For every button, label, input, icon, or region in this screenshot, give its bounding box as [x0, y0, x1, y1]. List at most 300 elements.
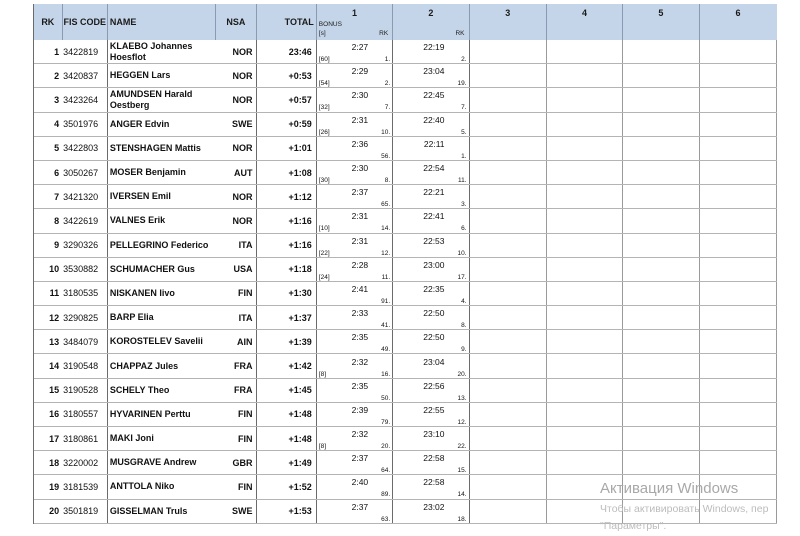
heat-2-rank: 14. — [457, 491, 467, 499]
heat-1-rank: 12. — [381, 249, 391, 257]
heat-6-cell — [699, 354, 776, 378]
header-nsa: NSA — [216, 4, 256, 40]
heat-2-cell — [393, 160, 469, 184]
heat-3-cell — [469, 257, 546, 281]
heat-2-time: 23:10 — [423, 429, 445, 440]
heat-1-cell — [316, 112, 392, 136]
heat-2-cell — [393, 306, 469, 330]
heat-3-cell — [469, 330, 546, 354]
bonus-value: [22] — [318, 249, 330, 257]
rank-cell: 12 — [34, 306, 62, 330]
heat-2-cell — [393, 330, 469, 354]
table-row — [34, 160, 777, 184]
heat-1-cell — [316, 88, 392, 112]
nsa-cell: NOR — [216, 209, 256, 233]
header-heat-1: 1 — [316, 4, 392, 21]
fis-code-cell: 3501976 — [62, 112, 107, 136]
bonus-value: [8] — [318, 370, 327, 378]
heat-2-rank: 17. — [457, 273, 467, 281]
heat-2-cell — [393, 499, 469, 523]
heat-5-cell — [623, 378, 699, 402]
heat-1-rank: 7. — [384, 104, 391, 112]
rank-cell: 13 — [34, 330, 62, 354]
heat-2-rank: 13. — [457, 394, 467, 402]
fis-code-cell: 3421320 — [62, 185, 107, 209]
fis-code-cell: 3422619 — [62, 209, 107, 233]
heat-3-cell — [469, 40, 546, 64]
heat-2-cell — [393, 281, 469, 305]
nsa-cell: NOR — [216, 88, 256, 112]
rank-cell: 7 — [34, 185, 62, 209]
heat-4-cell — [546, 64, 622, 88]
heat-3-cell — [469, 112, 546, 136]
heat-1-time: 2:31 — [351, 114, 369, 125]
total-time-cell: +1:37 — [256, 306, 316, 330]
heat-1-time: 2:31 — [351, 211, 369, 222]
fis-code-cell: 3422819 — [62, 40, 107, 64]
heat-5-cell — [623, 136, 699, 160]
nsa-cell: NOR — [216, 185, 256, 209]
heat-2-cell — [393, 209, 469, 233]
table-row — [34, 427, 777, 451]
header-rk: RK — [34, 4, 62, 40]
heat-2-time: 22:58 — [423, 453, 445, 464]
nsa-cell: GBR — [216, 451, 256, 475]
heat-5-cell — [623, 64, 699, 88]
header-name: NAME — [107, 4, 216, 40]
bonus-value: [30] — [318, 177, 330, 185]
header-heat-6-sub — [699, 21, 776, 40]
table-row — [34, 451, 777, 475]
athlete-name-cell: PELLEGRINO Federico — [107, 233, 216, 257]
heat-2-rank: 19. — [457, 80, 467, 88]
athlete-name-cell: VALNES Erik — [107, 209, 216, 233]
heat-3-cell — [469, 427, 546, 451]
fis-code-cell: 3050267 — [62, 160, 107, 184]
heat-3-cell — [469, 499, 546, 523]
header-rank-label-1: RK — [379, 30, 389, 37]
header-rank-label-2: RK — [455, 30, 465, 37]
heat-2-time: 23:02 — [423, 501, 445, 512]
total-time-cell: +1:39 — [256, 330, 316, 354]
heat-6-cell — [699, 88, 776, 112]
fis-code-cell: 3420837 — [62, 64, 107, 88]
fis-code-cell: 3180557 — [62, 402, 107, 426]
athlete-name-cell: AMUNDSEN Harald Oestberg — [107, 88, 216, 112]
heat-2-cell — [393, 64, 469, 88]
table-row — [34, 306, 777, 330]
heat-1-time: 2:30 — [351, 163, 369, 174]
nsa-cell: FIN — [216, 402, 256, 426]
athlete-name-cell: HYVARINEN Perttu — [107, 402, 216, 426]
heat-6-cell — [699, 209, 776, 233]
header-heat-2: 2 — [393, 4, 469, 21]
athlete-name-cell: CHAPPAZ Jules — [107, 354, 216, 378]
rank-cell: 4 — [34, 112, 62, 136]
table-row — [34, 402, 777, 426]
nsa-cell: AUT — [216, 160, 256, 184]
heat-1-rank: 14. — [381, 225, 391, 233]
heat-2-rank: 22. — [457, 443, 467, 451]
heat-5-cell — [623, 88, 699, 112]
heat-4-cell — [546, 112, 622, 136]
heat-4-cell — [546, 451, 622, 475]
heat-3-cell — [469, 136, 546, 160]
heat-4-cell — [546, 378, 622, 402]
heat-1-cell — [316, 209, 392, 233]
athlete-name-cell: HEGGEN Lars — [107, 64, 216, 88]
heat-1-rank: 1. — [384, 56, 391, 64]
table-row — [34, 40, 777, 64]
heat-3-cell — [469, 451, 546, 475]
header-heat-5-sub — [623, 21, 699, 40]
heat-4-cell — [546, 209, 622, 233]
heat-5-cell — [623, 427, 699, 451]
heat-6-cell — [699, 281, 776, 305]
heat-1-rank: 20. — [381, 443, 391, 451]
athlete-name-cell: KOROSTELEV Savelii — [107, 330, 216, 354]
heat-1-time: 2:40 — [351, 477, 369, 488]
heat-4-cell — [546, 40, 622, 64]
header-heat-6: 6 — [699, 4, 776, 21]
heat-1-cell — [316, 330, 392, 354]
heat-1-cell — [316, 475, 392, 499]
windows-activation-line: Чтобы активировать Windows, пер — [600, 503, 769, 515]
rank-cell: 18 — [34, 451, 62, 475]
table-row — [34, 354, 777, 378]
nsa-cell: NOR — [216, 136, 256, 160]
heat-5-cell — [623, 354, 699, 378]
athlete-name-cell: KLAEBO Johannes Hoesflot — [107, 40, 216, 64]
heat-2-cell — [393, 354, 469, 378]
heat-4-cell — [546, 257, 622, 281]
athlete-name-cell: SCHUMACHER Gus — [107, 257, 216, 281]
heat-2-rank: 9. — [461, 346, 467, 354]
heat-2-rank: 18. — [457, 515, 467, 523]
heat-1-rank: 2. — [384, 80, 391, 88]
heat-3-cell — [469, 233, 546, 257]
heat-1-time: 2:37 — [351, 187, 369, 198]
heat-5-cell — [623, 306, 699, 330]
header-heat-3-sub — [469, 21, 546, 40]
heat-1-cell — [316, 499, 392, 523]
heat-1-time: 2:36 — [351, 138, 369, 149]
rank-cell: 1 — [34, 40, 62, 64]
heat-2-cell — [393, 40, 469, 64]
heat-2-cell — [393, 185, 469, 209]
athlete-name-cell: MAKI Joni — [107, 427, 216, 451]
fis-code-cell: 3501819 — [62, 499, 107, 523]
header-bonus-label: BONUS — [318, 21, 342, 28]
heat-3-cell — [469, 281, 546, 305]
heat-1-cell — [316, 402, 392, 426]
fis-code-cell: 3290326 — [62, 233, 107, 257]
heat-1-cell — [316, 427, 392, 451]
fis-code-cell: 3180861 — [62, 427, 107, 451]
bonus-value: [8] — [318, 443, 327, 451]
heat-5-cell — [623, 209, 699, 233]
table-row — [34, 112, 777, 136]
table-row — [34, 257, 777, 281]
header-fis-code: FIS CODE — [62, 4, 107, 40]
fis-code-cell: 3423264 — [62, 88, 107, 112]
heat-2-time: 22:50 — [423, 308, 445, 319]
heat-1-time: 2:32 — [351, 429, 369, 440]
heat-2-rank: 5. — [461, 128, 467, 136]
heat-1-cell — [316, 451, 392, 475]
heat-2-time: 22:55 — [423, 404, 445, 415]
heat-1-rank: 91. — [381, 297, 391, 305]
heat-1-cell — [316, 306, 392, 330]
heat-6-cell — [699, 112, 776, 136]
heat-2-time: 22:19 — [423, 42, 445, 53]
athlete-name-cell: ANGER Edvin — [107, 112, 216, 136]
heat-4-cell — [546, 281, 622, 305]
heat-2-cell — [393, 233, 469, 257]
fis-code-cell: 3422803 — [62, 136, 107, 160]
heat-2-rank: 6. — [461, 225, 467, 233]
rank-cell: 10 — [34, 257, 62, 281]
fis-code-cell: 3484079 — [62, 330, 107, 354]
heat-6-cell — [699, 64, 776, 88]
heat-1-rank: 65. — [381, 201, 391, 209]
heat-2-time: 23:04 — [423, 356, 445, 367]
rank-cell: 17 — [34, 427, 62, 451]
total-time-cell: +1:16 — [256, 233, 316, 257]
athlete-name-cell: GISSELMAN Truls — [107, 499, 216, 523]
header-total: TOTAL — [256, 4, 316, 40]
heat-4-cell — [546, 354, 622, 378]
rank-cell: 19 — [34, 475, 62, 499]
results-table — [34, 4, 777, 524]
heat-4-cell — [546, 88, 622, 112]
heat-6-cell — [699, 378, 776, 402]
heat-4-cell — [546, 233, 622, 257]
heat-6-cell — [699, 451, 776, 475]
heat-3-cell — [469, 475, 546, 499]
table-row — [34, 136, 777, 160]
nsa-cell: ITA — [216, 233, 256, 257]
rank-cell: 14 — [34, 354, 62, 378]
heat-1-rank: 63. — [381, 515, 391, 523]
total-time-cell: +0:57 — [256, 88, 316, 112]
rank-cell: 9 — [34, 233, 62, 257]
table-row — [34, 378, 777, 402]
heat-5-cell — [623, 185, 699, 209]
heat-2-rank: 8. — [461, 322, 467, 330]
heat-1-rank: 56. — [381, 152, 391, 160]
results-sheet — [33, 4, 777, 524]
nsa-cell: SWE — [216, 499, 256, 523]
heat-1-time: 2:32 — [351, 356, 369, 367]
heat-2-cell — [393, 402, 469, 426]
table-row — [34, 209, 777, 233]
heat-4-cell — [546, 330, 622, 354]
table-row — [34, 281, 777, 305]
nsa-cell: AIN — [216, 330, 256, 354]
total-time-cell: +1:16 — [256, 209, 316, 233]
heat-2-time: 22:41 — [423, 211, 445, 222]
header-heat-2-sub — [393, 21, 469, 40]
heat-2-cell — [393, 88, 469, 112]
header-heat-4-sub — [546, 21, 622, 40]
athlete-name-cell: ANTTOLA Niko — [107, 475, 216, 499]
heat-6-cell — [699, 306, 776, 330]
fis-code-cell: 3220002 — [62, 451, 107, 475]
total-time-cell: +1:12 — [256, 185, 316, 209]
heat-4-cell — [546, 136, 622, 160]
fis-code-cell: 3190548 — [62, 354, 107, 378]
heat-1-rank: 10. — [381, 128, 391, 136]
heat-1-cell — [316, 40, 392, 64]
heat-2-rank: 15. — [457, 467, 467, 475]
heat-1-time: 2:29 — [351, 66, 369, 77]
heat-1-cell — [316, 64, 392, 88]
heat-2-rank: 10. — [457, 249, 467, 257]
total-time-cell: +1:48 — [256, 402, 316, 426]
heat-1-rank: 79. — [381, 418, 391, 426]
heat-1-rank: 41. — [381, 322, 391, 330]
rank-cell: 8 — [34, 209, 62, 233]
table-row — [34, 88, 777, 112]
heat-1-time: 2:31 — [351, 235, 369, 246]
fis-code-cell: 3290825 — [62, 306, 107, 330]
heat-2-rank: 4. — [461, 297, 467, 305]
header-heat-3: 3 — [469, 4, 546, 21]
heat-2-cell — [393, 136, 469, 160]
heat-1-time: 2:27 — [351, 42, 369, 53]
nsa-cell: FRA — [216, 378, 256, 402]
nsa-cell: USA — [216, 257, 256, 281]
bonus-value: [60] — [318, 56, 330, 64]
heat-4-cell — [546, 160, 622, 184]
heat-6-cell — [699, 233, 776, 257]
rank-cell: 5 — [34, 136, 62, 160]
bonus-value: [54] — [318, 80, 330, 88]
heat-2-rank: 11. — [457, 177, 467, 185]
heat-3-cell — [469, 185, 546, 209]
heat-2-cell — [393, 475, 469, 499]
athlete-name-cell: IVERSEN Emil — [107, 185, 216, 209]
heat-3-cell — [469, 402, 546, 426]
heat-1-time: 2:35 — [351, 380, 369, 391]
heat-6-cell — [699, 185, 776, 209]
heat-3-cell — [469, 160, 546, 184]
windows-activation-settings: "Параметры". — [600, 520, 667, 532]
heat-5-cell — [623, 233, 699, 257]
heat-2-rank: 2. — [461, 56, 467, 64]
heat-1-cell — [316, 281, 392, 305]
heat-1-cell — [316, 136, 392, 160]
rank-cell: 20 — [34, 499, 62, 523]
heat-1-rank: 89. — [381, 491, 391, 499]
total-time-cell: +1:42 — [256, 354, 316, 378]
heat-1-time: 2:37 — [351, 453, 369, 464]
total-time-cell: +1:08 — [256, 160, 316, 184]
total-time-cell: 23:46 — [256, 40, 316, 64]
heat-2-time: 22:45 — [423, 90, 445, 101]
total-time-cell: +0:59 — [256, 112, 316, 136]
rank-cell: 6 — [34, 160, 62, 184]
heat-5-cell — [623, 40, 699, 64]
header-heat-1-sub — [316, 21, 392, 40]
athlete-name-cell: SCHELY Theo — [107, 378, 216, 402]
nsa-cell: FRA — [216, 354, 256, 378]
athlete-name-cell: STENSHAGEN Mattis — [107, 136, 216, 160]
heat-5-cell — [623, 330, 699, 354]
heat-2-rank: 7. — [461, 104, 467, 112]
windows-activation-title: Активация Windows — [600, 480, 739, 497]
heat-1-time: 2:37 — [351, 501, 369, 512]
heat-5-cell — [623, 160, 699, 184]
header-heat-5: 5 — [623, 4, 699, 21]
bonus-value: [24] — [318, 273, 330, 281]
athlete-name-cell: BARP Elia — [107, 306, 216, 330]
heat-1-rank: 49. — [381, 346, 391, 354]
heat-1-rank: 64. — [381, 467, 391, 475]
heat-1-time: 2:28 — [351, 259, 369, 270]
heat-4-cell — [546, 427, 622, 451]
total-time-cell: +1:01 — [256, 136, 316, 160]
athlete-name-cell: MUSGRAVE Andrew — [107, 451, 216, 475]
heat-6-cell — [699, 427, 776, 451]
nsa-cell: ITA — [216, 306, 256, 330]
heat-1-rank: 8. — [384, 177, 391, 185]
heat-2-rank: 1. — [461, 152, 467, 160]
table-row — [34, 64, 777, 88]
heat-6-cell — [699, 160, 776, 184]
nsa-cell: FIN — [216, 427, 256, 451]
rank-cell: 15 — [34, 378, 62, 402]
heat-6-cell — [699, 402, 776, 426]
heat-1-time: 2:35 — [351, 332, 369, 343]
table-row — [34, 185, 777, 209]
heat-3-cell — [469, 378, 546, 402]
nsa-cell: SWE — [216, 112, 256, 136]
header-bonus-unit: [s] — [318, 30, 326, 37]
total-time-cell: +1:30 — [256, 281, 316, 305]
rank-cell: 2 — [34, 64, 62, 88]
heat-2-time: 22:21 — [423, 187, 445, 198]
heat-2-rank: 20. — [457, 370, 467, 378]
total-time-cell: +0:53 — [256, 64, 316, 88]
heat-2-time: 22:40 — [423, 114, 445, 125]
heat-1-cell — [316, 233, 392, 257]
bonus-value: [32] — [318, 104, 330, 112]
rank-cell: 11 — [34, 281, 62, 305]
heat-5-cell — [623, 451, 699, 475]
heat-6-cell — [699, 257, 776, 281]
nsa-cell: NOR — [216, 64, 256, 88]
heat-1-rank: 11. — [381, 273, 391, 281]
bonus-value: [26] — [318, 128, 330, 136]
nsa-cell: FIN — [216, 281, 256, 305]
heat-1-rank: 16. — [381, 370, 391, 378]
heat-2-cell — [393, 427, 469, 451]
heat-4-cell — [546, 185, 622, 209]
heat-5-cell — [623, 402, 699, 426]
fis-code-cell: 3530882 — [62, 257, 107, 281]
heat-5-cell — [623, 112, 699, 136]
heat-2-time: 22:35 — [423, 283, 445, 294]
heat-2-time: 23:00 — [423, 259, 445, 270]
athlete-name-cell: NISKANEN Iivo — [107, 281, 216, 305]
heat-5-cell — [623, 281, 699, 305]
heat-2-time: 22:54 — [423, 163, 445, 174]
bonus-value: [10] — [318, 225, 330, 233]
heat-6-cell — [699, 40, 776, 64]
rank-cell: 3 — [34, 88, 62, 112]
